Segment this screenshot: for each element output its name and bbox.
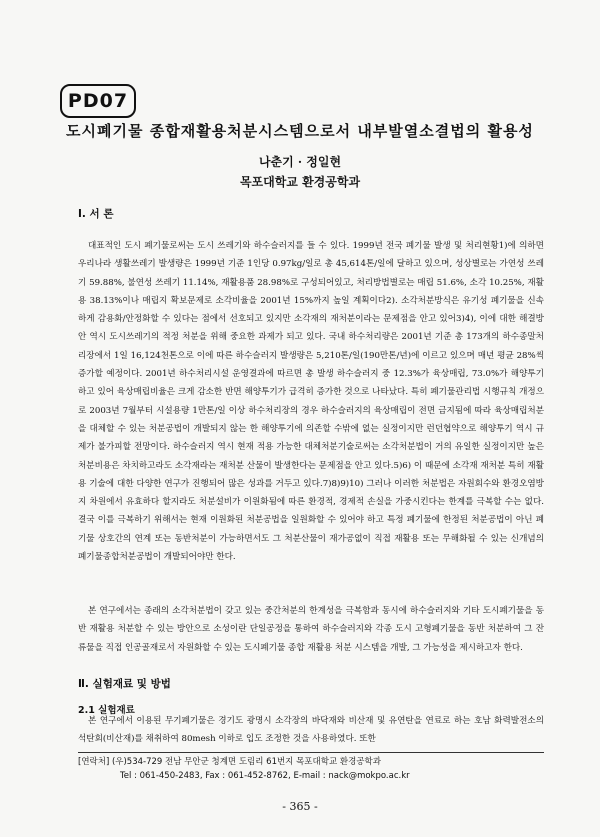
page-number: - 365 -	[282, 800, 318, 813]
contact-footer	[78, 752, 544, 783]
subsection-heading-materials: 2.1 실험재료	[78, 705, 135, 716]
authors: 나춘기 · 정일현	[258, 155, 342, 169]
paper-title: 도시폐기물 종합재활용처분시스템으로서 내부발열소결법의 활용성	[66, 122, 534, 140]
contact-details: Tel : 061-450-2483, Fax : 061-452-8762, E-mail : nack@mokpo.ac.kr	[120, 771, 410, 781]
paper-id-badge: PD07	[60, 84, 136, 118]
affiliation: 목포대학교 환경공학과	[239, 175, 361, 189]
contact-address: [연락처] (우)534-729 전남 무안군 청계면 도림리 61번지 목포대학교 환경공학과	[78, 757, 381, 767]
intro-paragraph-2: 본 연구에서는 종래의 소각처분법이 갖고 있는 중간처분의 한계성을 극복함과 동시에 하수슬러지와 기타 도시폐기물을 동반 재활용 처분할 수 있는 방안으로 소성이란 단일공정을 통하여 하수슬러지와 각종 도시 고형폐기물을 동반 처분하여 그 잔류물을 직접 인공골재로서 자원화할 수 있는 도시폐기물 종합 재활용 처분 시스템을 개발, 그 가능성을 제시하고자 한다.	[78, 606, 544, 653]
intro-paragraph-1: 대표적인 도시 폐기물로써는 도시 쓰레기와 하수슬러지를 들 수 있다. 1999년 전국 폐기물 발생 및 처리현황1)에 의하면 우리나라 생활쓰레기 발생량은 1999년 기준 1인당 0.97kg/일로 총 45,614톤/일에 달하고 있으며, 성상별로는 가연성 쓰레기 59.88%, 불연성 쓰레기 11.14%, 재활용품 28.98%로 구성되어있고, 처리방법별로는 매립 51.6%, 소각 10.25%, 재활용 38.13%이나 매립지 확보문제로 소각비율을 2001년 15%까지 높일 계획이다2). 소각처분방식은 유기성 폐기물을 신속하게 감용화/안정화할 수 있다는 점에서 선호되고 있지만 소각재의 재처분이라는 문제점을 안고 있어3)4), 이에 대한 해결방안 역시 도시쓰레기의 적정 처분을 위해 중요한 과제가 되고 있다. 국내 하수처리량은 2001년 기준 총 173개의 하수종말처리장에서 1일 16,124천톤으로 이에 따른 하수슬러지 발생량은 5,210톤/일(190만톤/년)에 이르고 있으며 매년 평균 28%씩 증가할 예정이다. 2001년 하수처리시설 운영결과에 따르면 총 발생 하수슬러지 중 12.3%가 육상매립, 73.0%가 해양투기하고 있어 육상매립비율은 크게 감소한 반면 해양투기가 급격히 증가한 것으로 나타났다. 특히 폐기물관리법 시행규칙 개정으로 2003년 7월부터 시설용량 1만톤/일 이상 하수처리장의 경우 하수슬러지의 육상매립이 전면 금지됨에 따라 육상매립처분을 대체할 수 있는 처분공법이 개발되지 않는 한 해양투기에 의존할 수밖에 없는 실정이지만 런던협약으로 해양투기 역시 규제가 불가피할 전망이다. 하수슬러지 역시 현재 적용 가능한 대체처분기술로써는 소각처분법이 거의 유일한 실정이지만 높은 처분비용은 차치하고라도 소각재라는 재처분 산물이 발생한다는 문제점을 안고 있다.5)6) 이 때문에 소각재 재처분 특히 재활용 기술에 대한 다양한 연구가 진행되어 많은 성과를 거두고 있다.7)8)9)10) 그러나 이러한 처분법은 자원회수와 환경오염방지 차원에서 유효하다 할지라도 처분설비가 이원화됨에 따른 환경적, 경제적 손실을 가중시킨다는 한계를 극복할 수는 없다. 결국 이를 극복하기 위해서는 현재 이원화된 처분공법을 일원화할 수 있어야 하고 특정 폐기물에 한정된 처분공법이 아닌 폐기물 상호간의 연계 또는 동반처분이 가능하면서도 그 처분산물이 재가공없이 직접 재활용 또는 무해화될 수 있는 신개념의 폐기물종합처분공법이 개발되어야만 한다.	[78, 241, 544, 563]
materials-paragraph-1: 본 연구에서 이용된 무기폐기물은 경기도 광명시 소각장의 바닥재와 비산재 및 유연탄을 연료로 하는 호남 화력발전소의 석탄회(비산재)를 채취하여 80mesh 이하로 입도 조정한 것을 사용하였다. 또한	[78, 716, 544, 745]
section-heading-materials-methods: Ⅱ. 실험재료 및 방법	[78, 678, 171, 690]
section-heading-introduction: Ⅰ. 서 론	[78, 208, 114, 220]
